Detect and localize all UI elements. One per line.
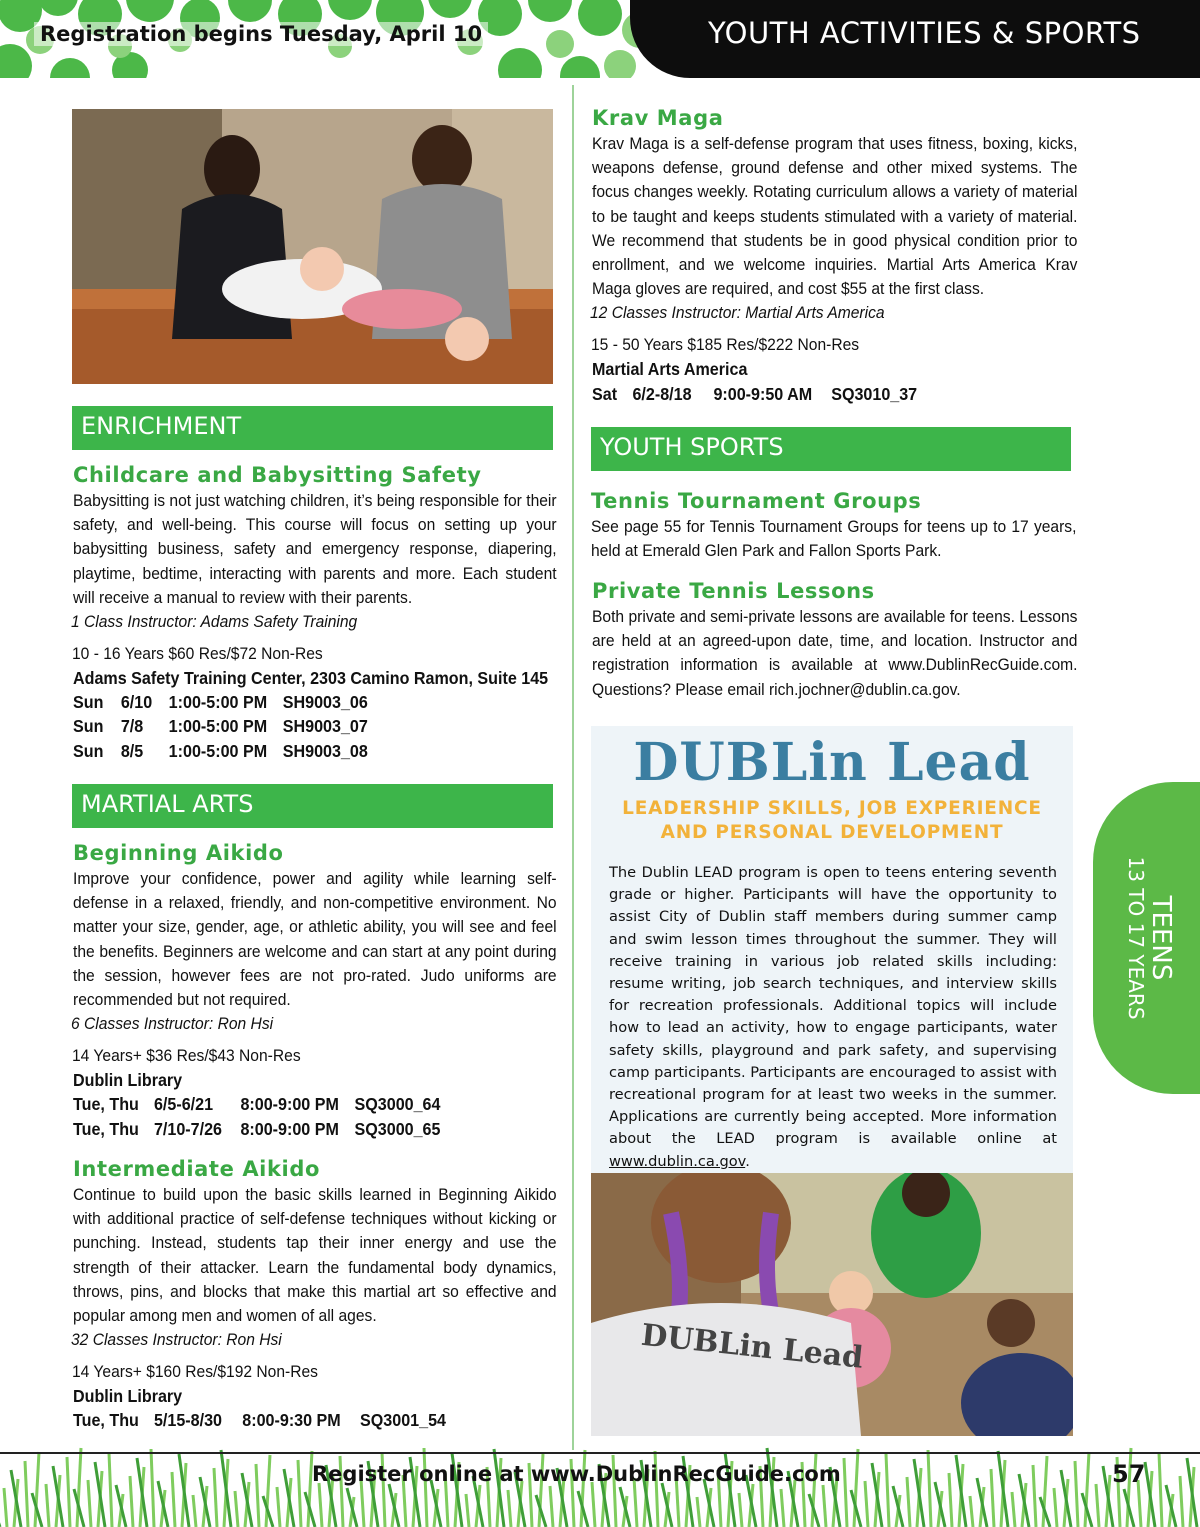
- private-tennis-course: [592, 577, 1082, 702]
- session-day: Sun: [73, 716, 104, 737]
- register-online: Register online at www.DublinRecGuide.com: [312, 1462, 841, 1486]
- lead-link[interactable]: www.dublin.ca.gov: [609, 1152, 746, 1170]
- course-description: Both private and semi-private lessons are available for teens. Lessons are held at an agreed-upon date, time, and location. Instructor and registration information is available at www.DublinRecGuide.com. Questions? Please email rich.jochner@dublin.ca.gov.: [592, 607, 1078, 699]
- session-code: SQ3000_65: [354, 1118, 441, 1139]
- column-divider: [572, 85, 574, 1450]
- youth-sports-header: YOUTH SPORTS: [591, 427, 1071, 471]
- lead-description: The Dublin LEAD program is open to teens entering seventh grade or higher. Participants will have the opportunity to assist City of Dublin staff members during summer camp and swim lesson times throughout the summer. They will receive training in various job related skills including: resume writing, job search techniques, and interview skills for recreation professionals. Additional topics will include how to lead an activity, how to engage participants, water safety skills, playground and park safety, and supervising camp participants. Participants are encouraged to assist with recreational program for at least two weeks in the summer. Applications are currently being accepted. More information about the LEAD program is available online at www.dublin.ca.gov.: [609, 864, 1057, 1170]
- page-number: 57: [1112, 1460, 1146, 1488]
- course-description: Babysitting is not just watching children, it’s being responsible for their safety, and well-being. This course will focus on setting up your babysitting business, safety and emergency response, diapering, playtime, bedtime, interacting with parents and more. Each student will receive a manual to review with their parents.: [73, 491, 557, 607]
- session-date: 7/8: [120, 716, 144, 737]
- course-location: Dublin Library: [73, 1386, 183, 1407]
- course-meta: 12 Classes Instructor: Martial Arts America: [590, 303, 885, 323]
- session-row: [73, 1408, 524, 1432]
- course-title: Private Tennis Lessons: [592, 579, 875, 603]
- enrichment-header: ENRICHMENT: [72, 406, 553, 450]
- session-day: Sun: [73, 692, 104, 713]
- session-row: [73, 739, 524, 763]
- course-description: Continue to build upon the basic skills learned in Beginning Aikido with additional practice of self-defense techniques without kicking or punching. Instead, students tap their inner energy and use the strength of their attacker. Learn the fundamental body dynamics, throws, pins, and blocks that make this martial art so effective and popular among men and women of all ages.: [73, 1185, 557, 1326]
- session-day: Tue, Thu: [73, 1094, 139, 1115]
- session-time: 1:00-5:00 PM: [168, 740, 268, 761]
- course-meta: 32 Classes Instructor: Ron Hsi: [71, 1330, 282, 1350]
- course-meta: 1 Class Instructor: Adams Safety Training: [71, 612, 358, 632]
- shirt-logo-text: DUBLin Lead: [639, 1317, 865, 1376]
- intermediate-aikido-course: [73, 1155, 563, 1433]
- session-time: 8:00-9:00 PM: [240, 1118, 339, 1139]
- course-title: Krav Maga: [592, 106, 724, 130]
- session-time: 1:00-5:00 PM: [168, 716, 268, 737]
- krav-maga-course: [592, 104, 1082, 406]
- childcare-course: [73, 461, 563, 763]
- dublin-lead-photo: [591, 1173, 1073, 1436]
- footer-rule: [0, 1452, 1200, 1454]
- teens-side-label: [1125, 856, 1175, 1019]
- session-day: Tue, Thu: [73, 1410, 139, 1431]
- course-title: Childcare and Babysitting Safety: [73, 463, 482, 487]
- martial-arts-header: MARTIAL ARTS: [72, 784, 553, 828]
- course-location: Adams Safety Training Center, 2303 Camino Ramon, Suite 145: [73, 668, 549, 689]
- session-code: SQ3010_37: [831, 383, 918, 404]
- session-code: SH9003_08: [282, 740, 368, 761]
- session-time: 1:00-5:00 PM: [168, 692, 268, 713]
- session-code: SH9003_06: [282, 692, 368, 713]
- course-title: Beginning Aikido: [73, 841, 284, 865]
- beginning-aikido-course: [73, 839, 563, 1141]
- session-day: Tue, Thu: [73, 1118, 139, 1139]
- course-location: Dublin Library: [73, 1070, 183, 1091]
- course-age-fee: 10 - 16 Years $60 Res/$72 Non-Res: [72, 644, 323, 664]
- session-date: 8/5: [120, 740, 144, 761]
- lead-tagline: AND PERSONAL DEVELOPMENT: [660, 822, 1004, 843]
- session-date: 5/15-8/30: [153, 1410, 222, 1431]
- session-date: 6/2-8/18: [632, 383, 692, 404]
- session-row: [73, 1092, 524, 1116]
- session-row: [592, 382, 1043, 406]
- babysitting-photo: [72, 109, 553, 384]
- session-code: SH9003_07: [282, 716, 368, 737]
- session-date: 6/10: [120, 692, 153, 713]
- course-description: See page 55 for Tennis Tournament Groups for teens up to 17 years, held at Emerald Glen Park and Fallon Sports Park.: [591, 517, 1077, 561]
- lead-body-text: The Dublin LEAD program is open to teens entering seventh grade or higher. Participants will have the opportunity to assist City of Dublin staff members during summer camp and swim lesson times throughout the summer. They will receive training in various job related skills including: resume writing, job search techniques, and interview skills for recreation professionals. Additional topics will include how to lead an activity, how to engage participants, water safety skills, playground and park safety, and supervising camp participants. Participants are encouraged to assist with recreational program for at least two weeks in the summer. Applications are currently being accepted. More information about the LEAD program is available online at: [609, 864, 1057, 1148]
- session-time: 9:00-9:50 AM: [713, 383, 813, 404]
- dublin-lead-logo: DUBLin Lead: [633, 732, 1031, 793]
- course-description: Krav Maga is a self-defense program that uses fitness, boxing, kicks, weapons defense, ground defense and other mixed systems. The focus changes weekly. Rotating curriculum allows a variety of material to be taught and keeps students stimulated with a variety of material. We recommend that students be in good physical condition prior to enrollment, and we welcome inquiries. Martial Arts America Krav Maga gloves are required, and cost $55 at the first class.: [592, 134, 1078, 299]
- course-age-fee: 14 Years+ $160 Res/$192 Non-Res: [72, 1362, 318, 1382]
- dublin-lead-box: [591, 726, 1073, 1173]
- session-row: [73, 714, 524, 738]
- session-day: Sat: [592, 383, 618, 404]
- session-code: SQ3000_64: [354, 1094, 441, 1115]
- course-age-fee: 14 Years+ $36 Res/$43 Non-Res: [72, 1046, 301, 1066]
- session-row: [73, 1117, 524, 1141]
- course-location: Martial Arts America: [592, 359, 748, 380]
- course-title: Tennis Tournament Groups: [591, 489, 922, 513]
- registration-date: Registration begins Tuesday, April 10: [34, 22, 488, 46]
- tennis-groups-course: [591, 487, 1081, 563]
- course-title: Intermediate Aikido: [73, 1157, 320, 1181]
- course-meta: 6 Classes Instructor: Ron Hsi: [71, 1014, 274, 1034]
- section-title: YOUTH ACTIVITIES & SPORTS: [708, 16, 1141, 50]
- session-time: 8:00-9:30 PM: [242, 1410, 341, 1431]
- course-age-fee: 15 - 50 Years $185 Res/$222 Non-Res: [591, 335, 860, 355]
- session-date: 6/5-6/21: [153, 1094, 214, 1115]
- session-time: 8:00-9:00 PM: [240, 1094, 339, 1115]
- page-header: [0, 0, 1200, 78]
- session-code: SQ3001_54: [360, 1410, 446, 1431]
- lead-tagline: LEADERSHIP SKILLS, JOB EXPERIENCE: [622, 798, 1042, 819]
- session-date: 7/10-7/26: [153, 1118, 222, 1139]
- session-row: [73, 690, 524, 714]
- session-day: Sun: [73, 740, 104, 761]
- course-description: Improve your confidence, power and agility while learning self-defense in a relaxed, friendly, and non-competitive environment. No matter your size, gender, age, or athletic ability, you will see and feel the benefits. Beginners are welcome and can start at any point during the session, however fees are not pro-rated. Judo uniforms are recommended but not required.: [73, 869, 557, 1010]
- side-tab-title: TEENS: [1146, 895, 1176, 981]
- side-tab-subtitle: 13 TO 17 YEARS: [1124, 856, 1148, 1020]
